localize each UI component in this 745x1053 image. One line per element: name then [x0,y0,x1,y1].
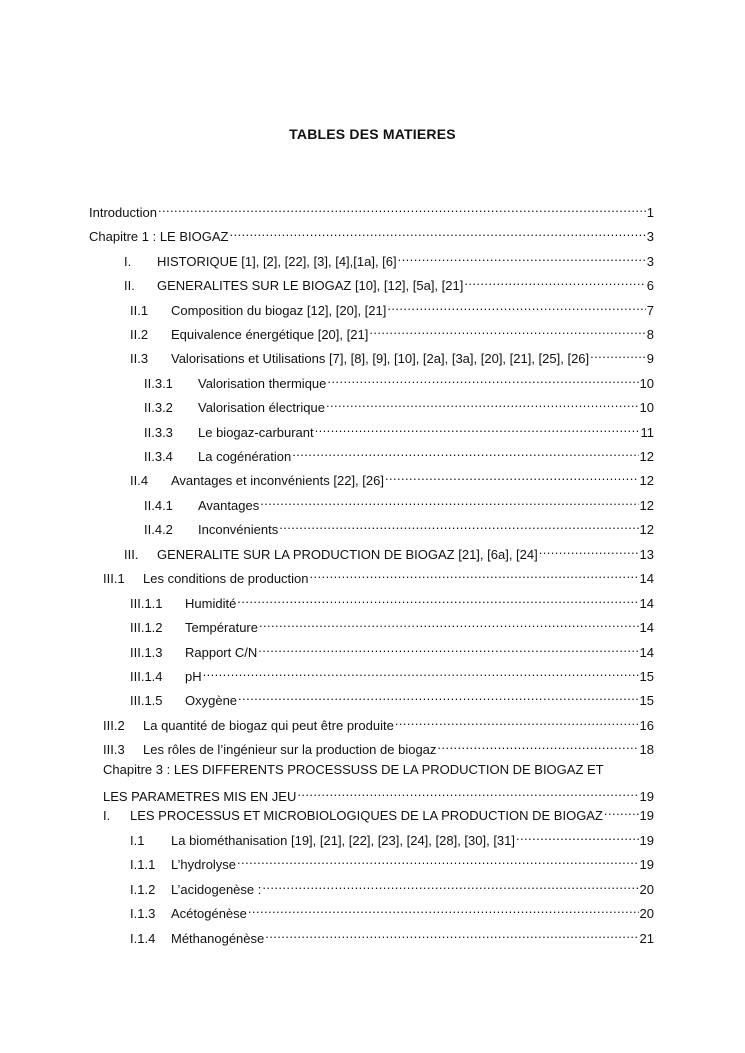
toc-leader [237,851,638,869]
toc-entry-chapitre-1 [89,223,654,244]
toc-entry [130,925,654,946]
toc-entry-number: II.3.1 [144,376,173,391]
toc-entry-page: 8 [646,327,654,342]
toc-entry-page: 6 [646,278,654,293]
toc-entry-text: Valorisations et Utilisations [7], [8], [9], [10], [2a], [3a], [20], [21], [25], [26] [171,351,590,366]
toc-entry-chapitre-3 [103,761,654,804]
toc-entry [130,876,654,897]
toc-entry [103,802,654,823]
toc-leader [248,900,639,918]
toc-entry-text: La biométhanisation [19], [21], [22], [23], [24], [28], [30], [31] [171,833,516,848]
toc-entry-text: Chapitre 1 : LE BIOGAZ [89,229,229,244]
toc-entry-text: Rapport C/N [185,645,258,660]
toc-entry-number: III.1.4 [130,669,163,684]
toc-entry-number: I.1.3 [130,906,156,921]
toc-leader [229,223,645,241]
toc-entry-number: III.1.1 [130,596,163,611]
toc-entry [130,614,654,635]
toc-entry-text: Température [185,620,258,635]
toc-entry-page: 21 [639,931,654,946]
toc-entry-number: II.2 [130,327,149,342]
toc-entry-page: 3 [646,254,654,269]
toc-leader [265,925,638,943]
toc-entry-number: II.1 [130,303,149,318]
toc-entry-number: III.1 [103,571,125,586]
toc-entry-number: I.1.2 [130,882,156,897]
toc-leader [369,321,645,339]
toc-entry-text: HISTORIQUE [1], [2], [22], [3], [4],[1a], [6] [157,254,397,269]
toc-entry-text: Avantages et inconvénients [22], [26] [171,473,384,488]
toc-entry-page: 13 [639,547,654,562]
toc-entry-number: II. [124,278,135,293]
toc-entry-page: 20 [639,882,654,897]
toc-entry-number: II.3.2 [144,400,173,415]
toc-leader [326,394,639,412]
toc-leader [158,199,646,217]
page-title: TABLES DES MATIERES [289,126,456,142]
toc-entry-number: I. [124,254,132,269]
toc-leader [237,590,638,608]
toc-entry [130,639,654,660]
toc-leader [260,492,638,510]
toc-entry-number: II.4 [130,473,149,488]
toc-leader [590,345,646,363]
toc-entry-page: 15 [639,693,654,708]
toc-leader [516,827,639,845]
toc-entry-page: 14 [639,620,654,635]
toc-entry-text-line2: LES PARAMETRES MIS EN JEU [103,789,297,804]
toc-entry-number: I.1.1 [130,857,156,872]
toc-entry [124,248,654,269]
toc-leader [464,272,645,290]
toc-entry-text: Valorisation thermique [198,376,327,391]
toc-entry-page: 12 [639,498,654,513]
toc-leader [315,419,640,437]
toc-entry [130,900,654,921]
toc-entry-text: Humidité [185,596,237,611]
toc-entry [130,590,654,611]
toc-entry [130,687,654,708]
toc-entry [124,272,654,293]
toc-leader [297,783,638,801]
toc-entry-text: L’hydrolyse [171,857,237,872]
toc-entry-text: Méthanogénèse [171,931,265,946]
toc-entry-text: Oxygène [185,693,238,708]
toc-entry-text: GENERALITES SUR LE BIOGAZ [10], [12], [5a], [21] [157,278,464,293]
toc-entry-page: 9 [646,351,654,366]
toc-entry-page: 7 [646,303,654,318]
toc-entry-text: Les conditions de production [143,571,309,586]
toc-entry-number: II.3 [130,351,149,366]
toc-entry-number: II.4.1 [144,498,173,513]
toc-leader [292,443,638,461]
toc-entry-page: 10 [639,400,654,415]
toc-entry-number: II.3.3 [144,425,173,440]
toc-entry-number: III.1.2 [130,620,163,635]
toc-entry-page: 19 [639,808,654,823]
toc-entry [103,712,654,733]
toc-leader [437,736,638,754]
toc-entry-page: 19 [639,789,654,804]
toc-entry [130,663,654,684]
toc-entry-page: 18 [639,742,654,757]
toc-entry-text: Les rôles de l’ingénieur sur la production de biogaz [143,742,437,757]
toc-entry-page: 20 [639,906,654,921]
toc-entry [130,467,654,488]
toc-leader [310,565,639,583]
toc-entry-page: 12 [639,473,654,488]
toc-entry-text: GENERALITE SUR LA PRODUCTION DE BIOGAZ [21], [6a], [24] [157,547,538,562]
toc-entry-number: I.1.4 [130,931,156,946]
toc-entry-page: 14 [639,596,654,611]
toc-leader [387,297,645,315]
toc-leader [203,663,639,681]
toc-entry-number: III.1.3 [130,645,163,660]
toc-entry-page: 3 [646,229,654,244]
toc-entry-number: II.4.2 [144,522,173,537]
toc-entry-text: Acétogénèse [171,906,247,921]
toc-entry-text: LES PROCESSUS ET MICROBIOLOGIQUES DE LA PRODUCTION DE BIOGAZ [130,808,603,823]
toc-leader [327,370,638,388]
toc-leader [258,639,638,657]
toc-leader [259,614,639,632]
toc-entry-text: La quantité de biogaz qui peut être produite [143,718,394,733]
toc-leader [262,876,638,894]
toc-entry-text: Le biogaz-carburant [198,425,314,440]
toc-entry [130,827,654,848]
toc-entry [144,370,654,391]
toc-entry [103,565,654,586]
toc-entry-page: 14 [639,571,654,586]
toc-leader [279,516,638,534]
toc-entry-text: Composition du biogaz [12], [20], [21] [171,303,387,318]
toc-entry-text: La cogénération [198,449,292,464]
toc-leader [385,467,639,485]
toc-entry [130,297,654,318]
toc-entry-text: Avantages [198,498,260,513]
toc-entry-introduction [89,199,654,220]
toc-entry-page: 12 [639,522,654,537]
toc-entry-page: 11 [640,425,654,440]
toc-entry [144,443,654,464]
toc-entry-number: III.2 [103,718,125,733]
toc-entry [144,394,654,415]
toc-entry-text: Equivalence énergétique [20], [21] [171,327,369,342]
toc-entry-page: 19 [639,857,654,872]
toc-entry-page: 16 [639,718,654,733]
toc-entry [144,492,654,513]
toc-entry-page: 19 [639,833,654,848]
toc-entry-page: 10 [639,376,654,391]
toc-entry-text: Inconvénients [198,522,279,537]
toc-entry-text: Valorisation électrique [198,400,325,415]
toc-entry-text: pH [185,669,202,684]
toc-leader [604,802,639,820]
toc-leader [398,248,646,266]
toc-entry-text: Introduction [89,205,157,220]
toc-entry-number: III. [124,547,139,562]
toc-entry-text: Chapitre 3 : LES DIFFERENTS PROCESSUSS DE LA PRODUCTION DE BIOGAZ ET [103,762,604,777]
toc-entry [130,345,654,366]
toc-entry-page: 12 [639,449,654,464]
toc-entry-page: 1 [646,205,654,220]
toc-leader [395,712,639,730]
toc-entry-page: 15 [639,669,654,684]
toc-entry [144,516,654,537]
toc-entry-text-continued [103,783,654,804]
toc-entry [124,541,654,562]
toc-entry [130,851,654,872]
toc-entry-number: III.3 [103,742,125,757]
toc-entry-number: II.3.4 [144,449,173,464]
toc-entry-number: I. [103,808,111,823]
toc-entry [144,419,654,440]
toc-entry-number: III.1.5 [130,693,163,708]
toc-leader [238,687,638,705]
toc-entry [130,321,654,342]
toc-leader [539,541,639,559]
toc-entry [103,736,654,757]
toc-entry-page: 14 [639,645,654,660]
toc-entry-number: I.1 [130,833,145,848]
toc-entry-text: L’acidogenèse : [171,882,262,897]
